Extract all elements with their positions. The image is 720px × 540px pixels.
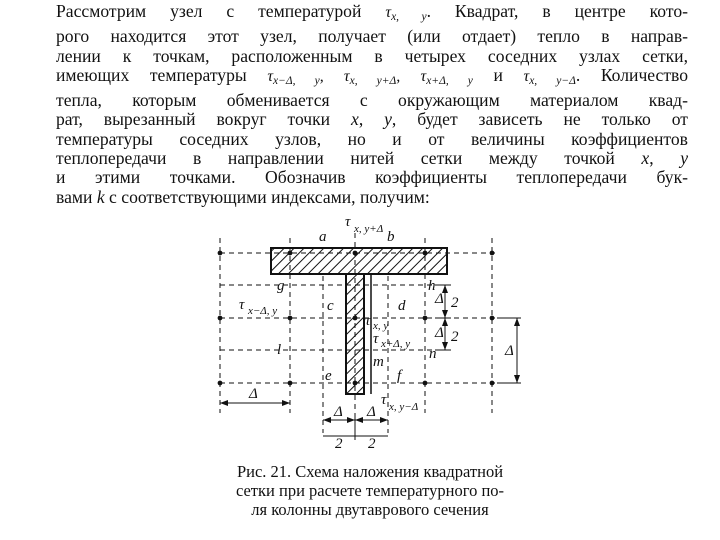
label-g: g (277, 278, 285, 294)
arrow-head (282, 400, 290, 406)
paragraph-line-2: рого находится этот узел, получает (или отдает) тепло в направ- (56, 26, 688, 47)
label-dim-right-half-2: 2 (451, 329, 459, 345)
arrow-head (442, 342, 448, 350)
grid-node (490, 251, 495, 256)
label-left-temp: τ (239, 297, 245, 313)
arrow-head (323, 417, 331, 423)
grid-node (423, 316, 428, 321)
grid-node (218, 316, 223, 321)
beam-flange (271, 248, 447, 274)
label-dim-bottom-delta-2: Δ (367, 404, 376, 420)
tau-symbol: τ (385, 4, 392, 21)
tau-symbol: τ (267, 67, 274, 85)
label-c: c (327, 298, 334, 314)
label-bottom-temp-sub: x, y−Δ (389, 401, 419, 413)
label-center-temp: τ (365, 313, 371, 329)
text-run: , (649, 148, 681, 169)
grid-node (490, 381, 495, 386)
i-beam-grid-figure (195, 208, 535, 458)
label-e: e (325, 368, 332, 384)
grid-node (288, 381, 293, 386)
label-center-temp-sub: x, y (373, 320, 389, 332)
grid-node (353, 381, 358, 386)
arrow-head (220, 400, 228, 406)
grid-node (353, 251, 358, 256)
variable-y: y (680, 148, 689, 169)
label-left-temp-sub: x−Δ, y (248, 305, 278, 317)
label-dim-left: Δ (249, 386, 258, 402)
tau-symbol: τ (523, 67, 530, 85)
arrow-head (514, 375, 520, 383)
label-bottom-temp: τ (381, 392, 387, 408)
arrow-head (380, 417, 388, 423)
text-run: с соответствующими индексами, получим: (104, 186, 430, 207)
arrow-head (514, 318, 520, 326)
variable-x: x (351, 109, 359, 130)
label-dim-right-delta-2: Δ (435, 325, 444, 341)
label-m: m (373, 354, 384, 370)
arrow-head (347, 417, 355, 423)
variable-y: y (384, 109, 392, 130)
label-n: n (429, 346, 437, 362)
label-d: d (398, 298, 406, 314)
text-run: и (472, 64, 524, 85)
grid-node (423, 251, 428, 256)
text-run: . Квадрат, в центре кото- (426, 1, 688, 21)
subscript: x, y+Δ (349, 74, 397, 87)
i-beam-section (271, 248, 447, 394)
tau-symbol: , τ (396, 67, 427, 85)
arrow-head (355, 417, 363, 423)
grid-node (490, 316, 495, 321)
label-top-temp-sub: x, y+Δ (354, 223, 384, 235)
grid-node (353, 316, 358, 321)
paragraph-line-5: тепла, которым обменивается с окружающим материалом квад- (56, 90, 688, 111)
grid-node (218, 381, 223, 386)
subscript: x+Δ, y (426, 74, 473, 87)
paragraph-line-3: лении к точкам, расположенным в четырех соседних узлах сетки, (56, 45, 688, 66)
label-b: b (387, 229, 395, 245)
caption-line-1: Рис. 21. Схема наложения квадратной (236, 462, 504, 481)
caption-line-2: сетки при расчете температурного по- (235, 481, 505, 500)
text-run: , (358, 109, 385, 130)
text-run: , будет зависеть не только от (391, 109, 688, 130)
text-run: теплопередачи в направлении нитей сетки между точкой (56, 148, 642, 169)
label-h: h (428, 278, 436, 294)
arrow-head (442, 310, 448, 318)
caption-line-3: ля колонны двутаврового сечения (251, 500, 489, 519)
label-dim-bottom-delta-1: Δ (334, 404, 343, 420)
subscript: x−Δ, y (273, 74, 320, 87)
grid-node (288, 316, 293, 321)
grid-node (288, 251, 293, 256)
text-run: имеющих температуры (56, 64, 268, 85)
subscript: x, y (391, 11, 427, 23)
text-run: Рассмотрим узел с температурой (56, 1, 386, 21)
variable-x: x (641, 148, 650, 169)
text-run: вами (56, 186, 97, 207)
text-run: рат, вырезанный вокруг точки (56, 109, 351, 130)
paragraph-line-1 (56, 2, 688, 27)
label-right-temp: τ (373, 331, 379, 347)
label-dim-bottom-half-2: 2 (368, 436, 376, 452)
label-l: l (277, 342, 282, 358)
text-run: . Количество (575, 64, 689, 85)
figure-caption (150, 462, 590, 519)
subscript: x, y−Δ (529, 74, 576, 87)
label-dim-right-half-1: 2 (451, 295, 459, 311)
label-dim-right-delta-1: Δ (435, 291, 444, 307)
variable-k: k (96, 186, 105, 207)
label-right-temp-sub: x+Δ, y (381, 338, 411, 350)
paragraph-line-7: температуры соседних узлов, но и от величины коэффициентов (56, 128, 688, 149)
label-dim-bottom-half-1: 2 (335, 436, 343, 452)
beam-web (346, 274, 364, 394)
label-dim-far-right: Δ (505, 343, 514, 359)
paragraph-line-10 (56, 188, 688, 207)
tau-symbol: , τ (319, 67, 350, 85)
grid-node (218, 251, 223, 256)
paragraph-line-8 (56, 149, 688, 168)
grid-node (423, 381, 428, 386)
paragraph-line-9: и этими точками. Обозначив коэффициенты теплопередачи бук- (56, 167, 688, 188)
body-paragraph (56, 2, 688, 207)
label-a: a (319, 229, 327, 245)
paragraph-line-6 (56, 110, 688, 129)
paragraph-line-4 (56, 66, 688, 91)
label-top-temp: τ (345, 214, 351, 230)
label-f: f (397, 368, 402, 384)
